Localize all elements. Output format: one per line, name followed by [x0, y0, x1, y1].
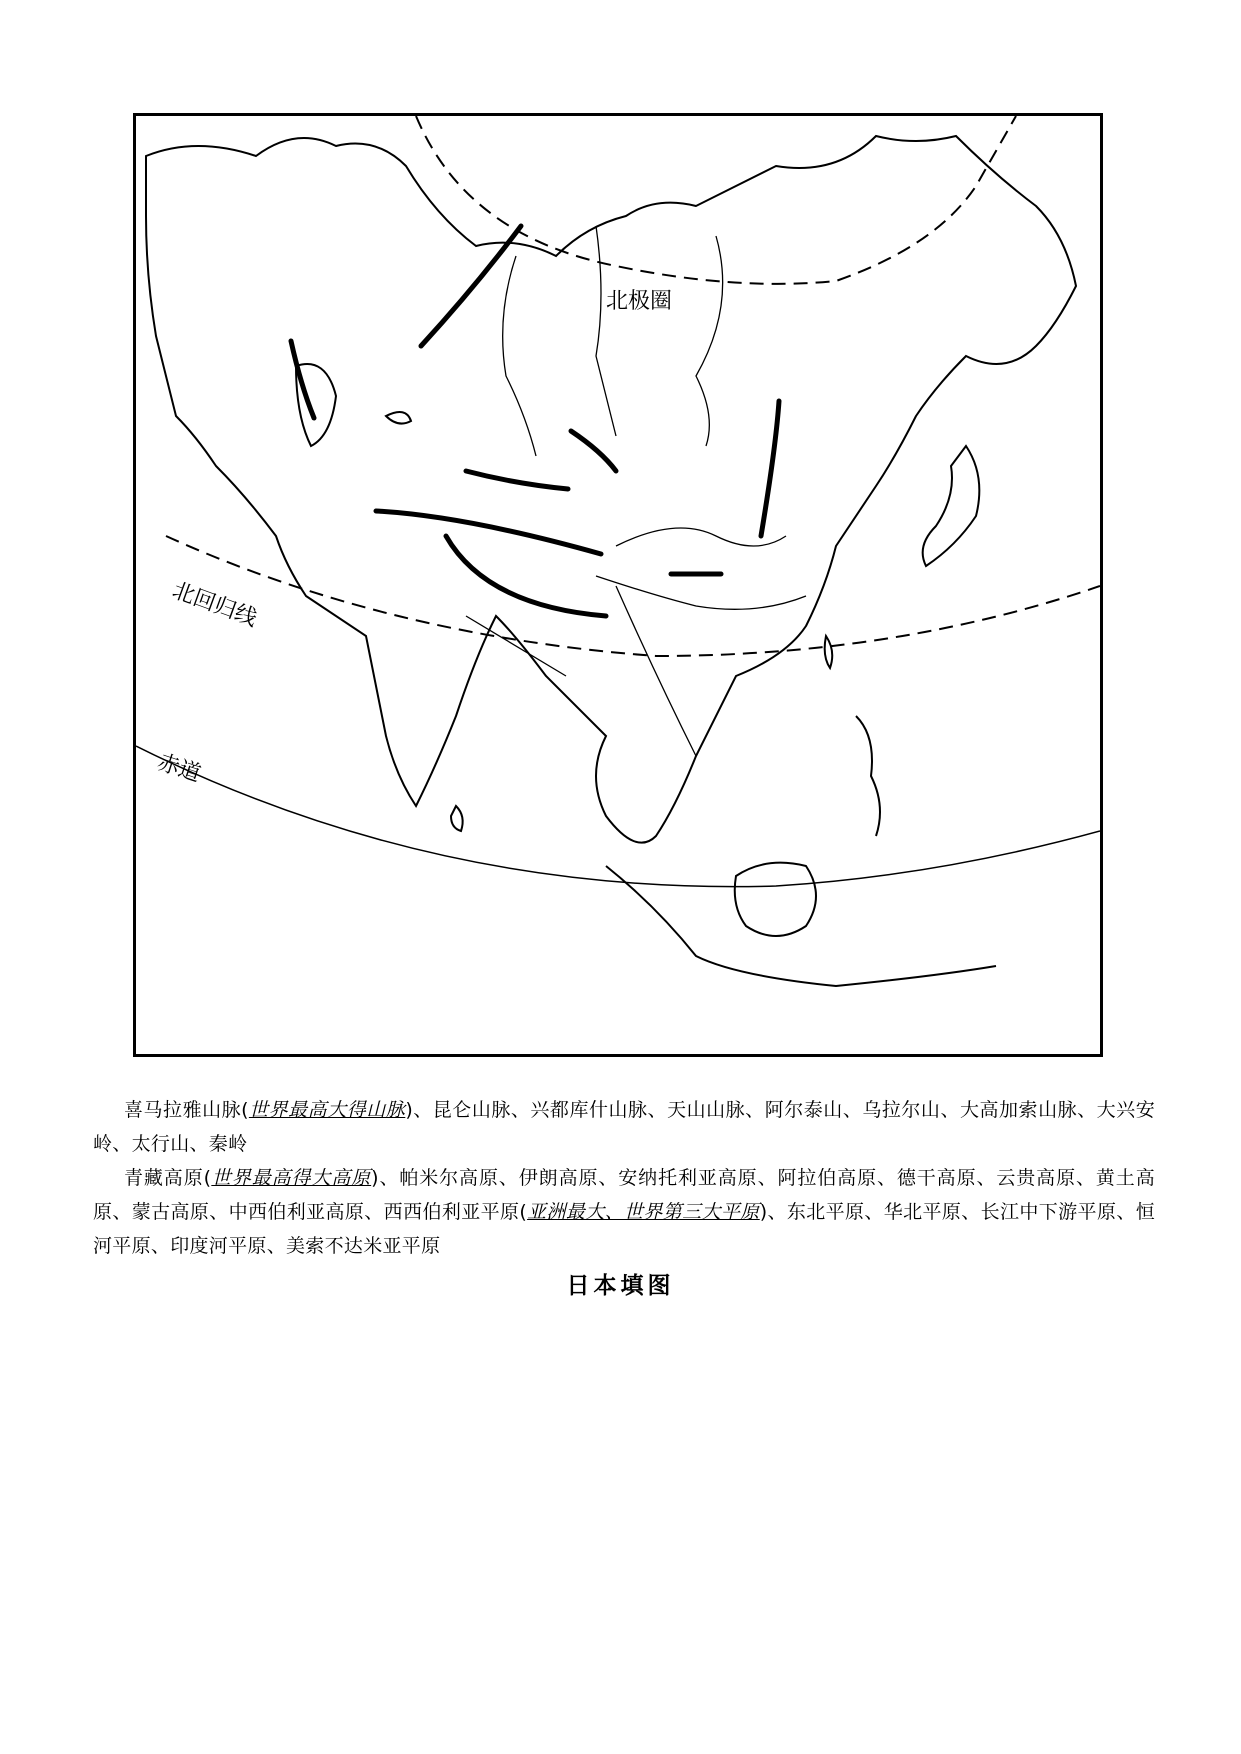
mountain-greater-khingan — [761, 401, 779, 536]
plateaus-note-1: 世界最高得大高原 — [211, 1167, 372, 1189]
plateaus-paragraph: 青藏高原(世界最高得大高原)、帕米尔高原、伊朗高原、安纳托利亚高原、阿拉伯高原、德干高原、云贵高原、黄土高原、蒙古高原、中西伯利亚高原、西西伯利亚平原(亚洲最大、世界第三大平原)、东北平原、华北平原、长江中下游平原、恒河平原、印度河平原、美索不达米亚平原 — [93, 1167, 1155, 1257]
equator-label: 赤道 — [154, 749, 204, 788]
mountain-caucasus — [291, 341, 314, 418]
river-lena — [696, 236, 723, 446]
sri-lanka — [451, 806, 463, 831]
river-yangtze — [596, 576, 806, 609]
mountains-note: 世界最高大得山脉 — [248, 1099, 406, 1121]
asia-coastline — [146, 136, 1076, 843]
section-title: 日本填图 — [566, 1273, 675, 1299]
mountain-altai — [571, 431, 616, 471]
equator-line — [136, 746, 1100, 887]
mountain-tianshan — [466, 471, 568, 489]
landform-text — [93, 1093, 1155, 1263]
asia-outline-map — [133, 113, 1103, 1057]
japan-islands — [923, 446, 980, 566]
mountain-ural — [421, 226, 521, 346]
lake-balkhash — [386, 412, 411, 424]
philippines — [856, 716, 880, 836]
river-ganges — [466, 616, 566, 676]
borneo — [735, 863, 816, 936]
plateaus-note-2: 亚洲最大、世界第三大平原 — [527, 1201, 760, 1223]
river-ob — [503, 256, 536, 456]
river-yenisei — [596, 226, 616, 436]
mountain-kunlun — [376, 511, 601, 554]
arctic-circle-label: 北极圈 — [606, 289, 673, 314]
taiwan — [825, 636, 833, 668]
asia-map-svg — [136, 116, 1100, 1054]
mountains-paragraph: 喜马拉雅山脉(世界最高大得山脉)、昆仑山脉、兴都库什山脉、天山山脉、阿尔泰山、乌拉尔山、大高加索山脉、大兴安岭、太行山、秦岭 — [93, 1099, 1155, 1155]
tropic-of-cancer-label: 北回归线 — [168, 578, 261, 632]
river-mekong — [616, 586, 696, 756]
